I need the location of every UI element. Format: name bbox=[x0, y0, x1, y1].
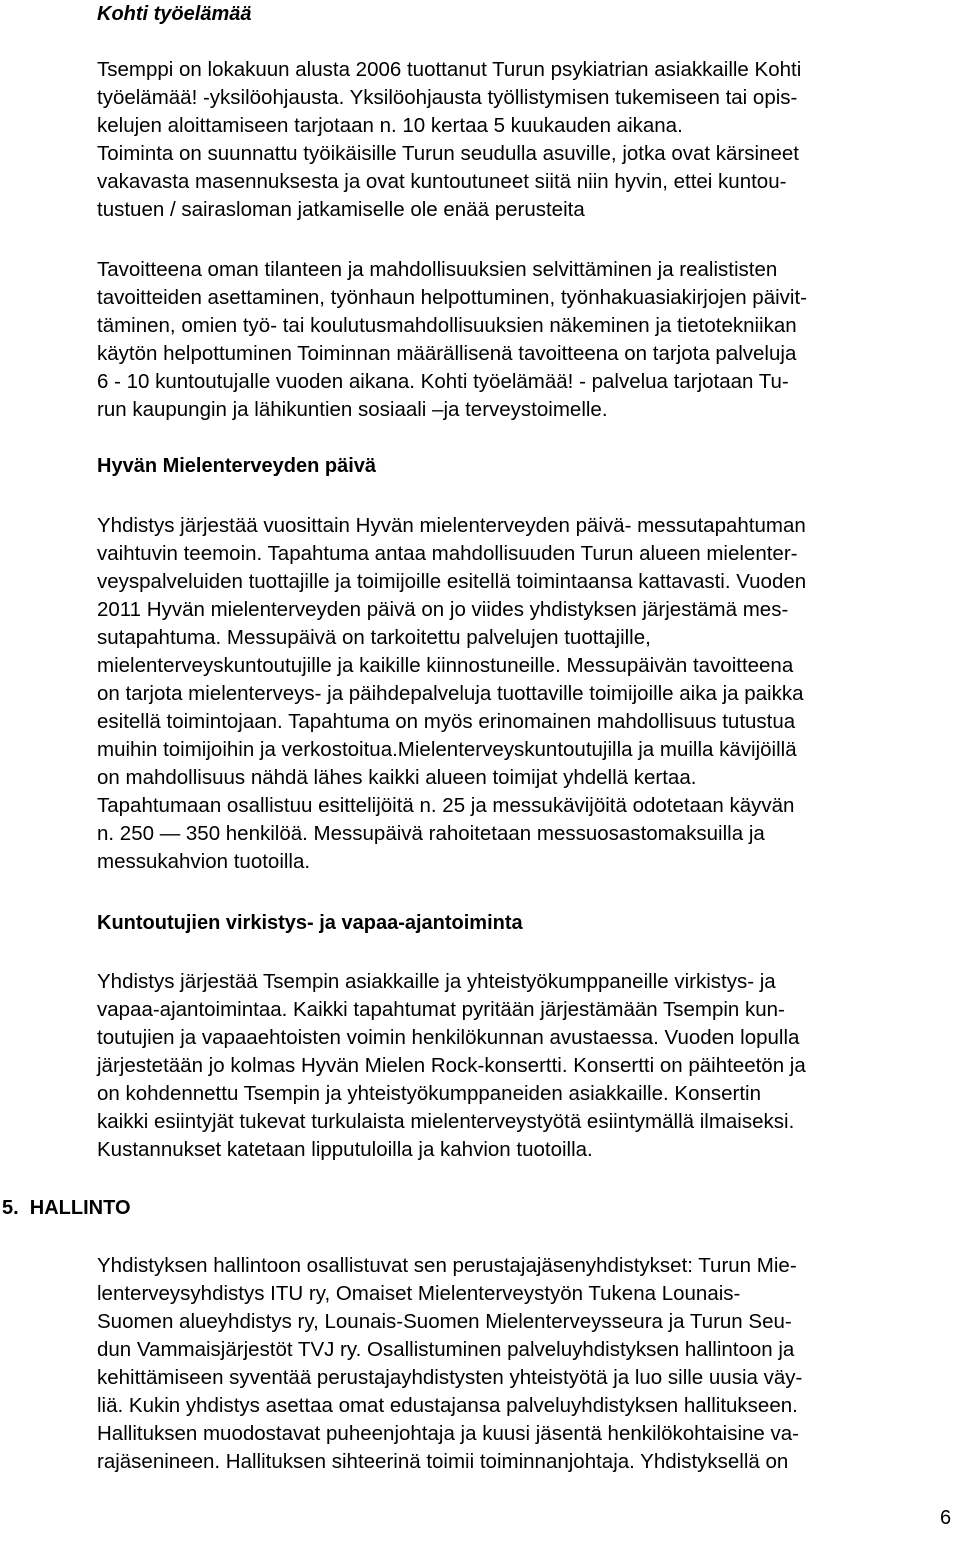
text-line: Tavoitteena oman tilanteen ja mahdollisuuksien selvittäminen ja realististen bbox=[97, 258, 778, 281]
text-line: Suomen alueyhdistys ry, Lounais-Suomen Mielenterveysseura ja Turun Seu- bbox=[97, 1310, 792, 1333]
text-line: mielenterveyskuntoutujille ja kaikille kiinnostuneille. Messupäivän tavoitteena bbox=[97, 654, 794, 677]
text-line: dun Vammaisjärjestöt TVJ ry. Osallistuminen palveluyhdistyksen hallintoon ja bbox=[97, 1338, 795, 1361]
text-line: sutapahtuma. Messupäivä on tarkoitettu palvelujen tuottajille, bbox=[97, 626, 651, 649]
text-line: liä. Kukin yhdistys asettaa omat edustajansa palveluyhdistyksen hallitukseen. bbox=[97, 1394, 798, 1417]
section-heading-hallinto: 5. HALLINTO bbox=[2, 1197, 131, 1219]
text-line: veyspalveluiden tuottajille ja toimijoille esitellä toimintaansa kattavasti. Vuoden bbox=[97, 570, 807, 593]
text-line: kelujen aloittamiseen tarjotaan n. 10 kertaa 5 kuukauden aikana. bbox=[97, 114, 683, 137]
text-line: työelämää! -yksilöohjausta. Yksilöohjausta työllistymisen tukemiseen tai opis- bbox=[97, 86, 798, 109]
text-line: vapaa-ajantoimintaa. Kaikki tapahtumat pyritään järjestämään Tsempin kun- bbox=[97, 998, 785, 1021]
text-line: Hallituksen muodostavat puheenjohtaja ja kuusi jäsentä henkilökohtaisine va- bbox=[97, 1422, 799, 1445]
text-line: tustuen / sairasloman jatkamiselle ole enää perusteita bbox=[97, 198, 585, 221]
text-line: lenterveysyhdistys ITU ry, Omaiset Mielenterveystyön Tukena Lounais- bbox=[97, 1282, 741, 1305]
text-line: on kohdennettu Tsempin ja yhteistyökumppaneiden asiakkaille. Konsertin bbox=[97, 1082, 762, 1105]
text-line: vakavasta masennuksesta ja ovat kuntoutuneet siitä niin hyvin, ettei kuntou- bbox=[97, 170, 787, 193]
text-line: järjestetään jo kolmas Hyvän Mielen Rock-konsertti. Konsertti on päihteetön ja bbox=[97, 1054, 806, 1077]
text-line: rajäsenineen. Hallituksen sihteerinä toimii toiminnanjohtaja. Yhdistyksellä on bbox=[97, 1450, 789, 1473]
text-line: Kustannukset katetaan lipputuloilla ja kahvion tuotoilla. bbox=[97, 1138, 593, 1161]
text-line: Toiminta on suunnattu työikäisille Turun seudulla asuville, jotka ovat kärsineet bbox=[97, 142, 799, 165]
text-line: Tsemppi on lokakuun alusta 2006 tuottanut Turun psykiatrian asiakkaille Kohti bbox=[97, 58, 802, 81]
section-heading-hyvan-mielenterveyden-paiva: Hyvän Mielenterveyden päivä bbox=[97, 455, 377, 477]
section-heading-kohti-tyoelamaa: Kohti työelämää bbox=[97, 3, 252, 25]
text-line: on mahdollisuus nähdä lähes kaikki alueen toimijat yhdellä kertaa. bbox=[97, 766, 697, 789]
text-line: tavoitteiden asettaminen, työnhaun helpottuminen, työnhakuasiakirjojen päivit- bbox=[97, 286, 807, 309]
text-line: Tapahtumaan osallistuu esittelijöitä n. 25 ja messukävijöitä odotetaan käyvän bbox=[97, 794, 795, 817]
text-line: Yhdistys järjestää vuosittain Hyvän mielenterveyden päivä- messutapahtuman bbox=[97, 514, 806, 537]
text-line: toutujien ja vapaaehtoisten voimin henkilökunnan avustaessa. Vuoden lopulla bbox=[97, 1026, 800, 1049]
text-line: messukahvion tuotoilla. bbox=[97, 850, 311, 873]
text-line: n. 250 — 350 henkilöä. Messupäivä rahoitetaan messuosastomaksuilla ja bbox=[97, 822, 765, 845]
text-line: run kaupungin ja lähikuntien sosiaali –ja terveystoimelle. bbox=[97, 398, 608, 421]
text-line: esitellä toimintojaan. Tapahtuma on myös erinomainen mahdollisuus tutustua bbox=[97, 710, 796, 733]
page-number: 6 bbox=[940, 1507, 952, 1529]
text-line: Yhdistys järjestää Tsempin asiakkaille ja yhteistyökumppaneille virkistys- ja bbox=[97, 970, 776, 993]
text-line: kaikki esiintyjät tukevat turkulaista mielenterveystyötä esiintymällä ilmaiseksi. bbox=[97, 1110, 795, 1133]
section-heading-kuntoutujien-virkistys: Kuntoutujien virkistys- ja vapaa-ajantoiminta bbox=[97, 912, 523, 934]
text-line: täminen, omien työ- tai koulutusmahdollisuuksien näkeminen ja tietotekniikan bbox=[97, 314, 797, 337]
text-line: 2011 Hyvän mielenterveyden päivä on jo viides yhdistyksen järjestämä mes- bbox=[97, 598, 789, 621]
text-line: on tarjota mielenterveys- ja päihdepalveluja tuottaville toimijoille aika ja paikka bbox=[97, 682, 804, 705]
text-line: Yhdistyksen hallintoon osallistuvat sen perustajajäsenyhdistykset: Turun Mie- bbox=[97, 1254, 797, 1277]
text-line: kehittämiseen syventää perustajayhdistysten yhteistyötä ja luo sille uusia väy- bbox=[97, 1366, 803, 1389]
text-line: 6 - 10 kuntoutujalle vuoden aikana. Kohti työelämää! - palvelua tarjotaan Tu- bbox=[97, 370, 789, 393]
text-line: vaihtuvin teemoin. Tapahtuma antaa mahdollisuuden Turun alueen mielenter- bbox=[97, 542, 798, 565]
text-line: käytön helpottuminen Toiminnan määrällisenä tavoitteena on tarjota palveluja bbox=[97, 342, 797, 365]
text-line: muihin toimijoihin ja verkostoitua.Mielenterveyskuntoutujilla ja muilla kävijöillä bbox=[97, 738, 797, 761]
